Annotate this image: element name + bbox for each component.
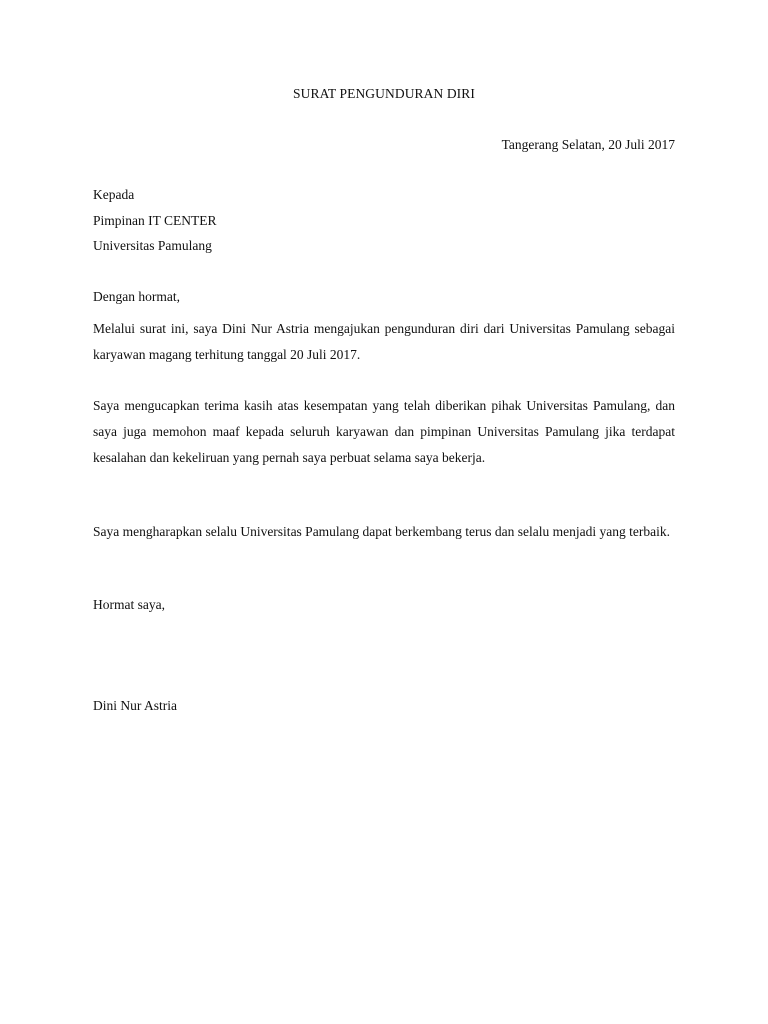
- place-date: Tangerang Selatan, 20 Juli 2017: [501, 137, 675, 152]
- signatory-name: Dini Nur Astria: [93, 698, 177, 713]
- greeting: Dengan hormat,: [93, 289, 180, 304]
- letter-title: SURAT PENGUNDURAN DIRI: [293, 86, 475, 101]
- recipient-institution: Universitas Pamulang: [93, 238, 212, 253]
- body-paragraph-2: Saya mengucapkan terima kasih atas kesempatan yang telah diberikan pihak Universitas Pamulang, dan saya juga memohon maaf kepada seluruh karyawan dan pimpinan Universitas Pamulang jika terdapat kesalahan dan kekeliruan yang pernah saya perbuat selama saya bekerja.: [93, 398, 675, 465]
- closing: Hormat saya,: [93, 597, 165, 612]
- recipient-to: Kepada: [93, 187, 135, 202]
- body-paragraph-3: Saya mengharapkan selalu Universitas Pamulang dapat berkembang terus dan selalu menjadi yang terbaik.: [93, 524, 670, 539]
- recipient-position: Pimpinan IT CENTER: [93, 213, 217, 228]
- body-paragraph-1: Melalui surat ini, saya Dini Nur Astria mengajukan pengunduran diri dari Universitas Pamulang sebagai karyawan magang terhitung tanggal 20 Juli 2017.: [93, 321, 675, 362]
